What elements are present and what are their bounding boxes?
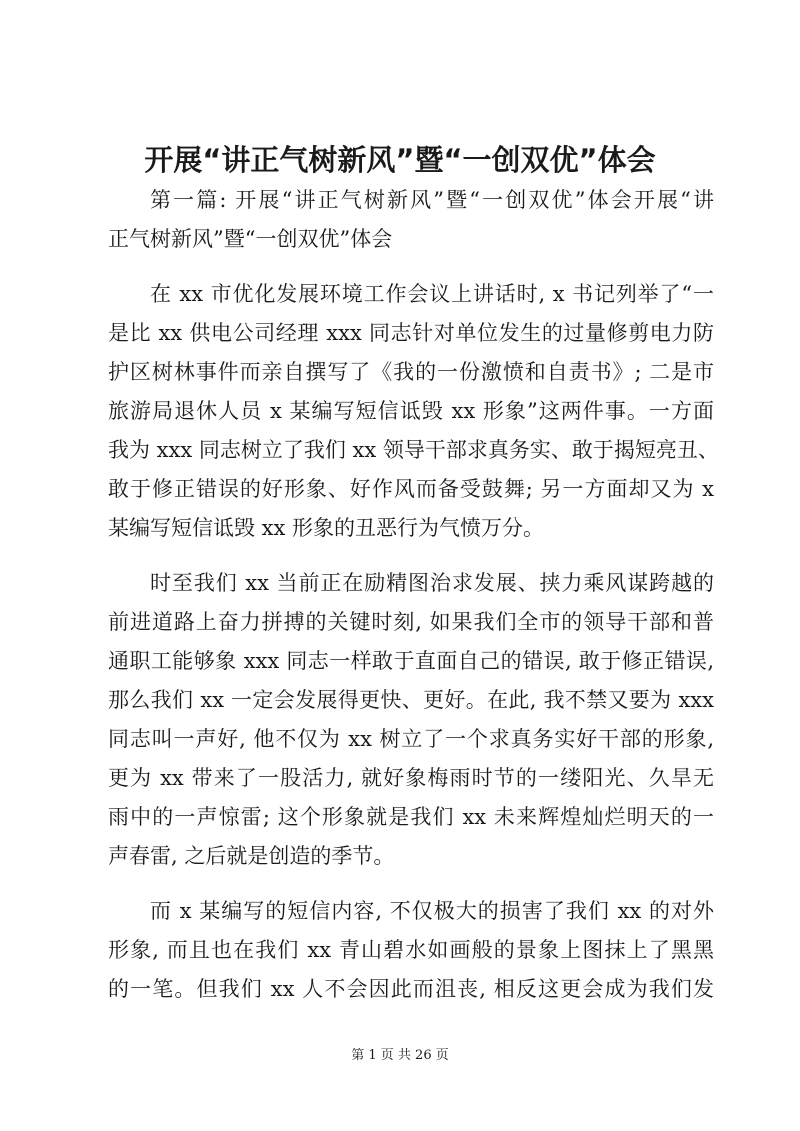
text-line: 那么我们 xx 一定会发展得更快、更好。在此, 我不禁又要为 xxx xyxy=(108,688,714,712)
text-line: 正气树新风”暨“一创双优”体会 xyxy=(108,227,393,251)
text-line: 通职工能够象 xxx 同志一样敢于直面自己的错误, 敢于修正错误, xyxy=(108,649,714,673)
text-line: 我为 xxx 同志树立了我们 xx 领导干部求真务实、敢于揭短亮丑、 xyxy=(108,438,719,462)
paragraph xyxy=(108,275,719,548)
paragraph xyxy=(108,892,714,1009)
paragraph xyxy=(108,181,714,259)
text-line: 同志叫一声好, 他不仅为 xx 树立了一个求真务实好干部的形象, xyxy=(108,727,714,751)
document-title: 开展“讲正气树新风”暨“一创双优”体会 xyxy=(144,143,656,177)
page-number: 第 1 页 共 26 页 xyxy=(351,1048,449,1063)
text-line: 某编写短信诋毁 xx 形象的丑恶行为气愤万分。 xyxy=(108,516,545,540)
text-line: 在 xx 市优化发展环境工作会议上讲话时, x 书记列举了“一 xyxy=(150,282,714,306)
document-body xyxy=(108,181,719,1025)
paragraph xyxy=(108,564,714,876)
text-line: 声春雷, 之后就是创造的季节。 xyxy=(108,844,395,868)
text-line: 前进道路上奋力拼搏的关键时刻, 如果我们全市的领导干部和普 xyxy=(108,610,714,634)
text-line: 的一笔。但我们 xx 人不会因此而沮丧, 相反这更会成为我们发 xyxy=(108,977,714,1001)
text-line: 第一篇: 开展“讲正气树新风”暨“一创双优”体会开展“讲 xyxy=(150,188,714,212)
text-line: 形象, 而且也在我们 xx 青山碧水如画般的景象上图抹上了黑黑 xyxy=(108,938,714,962)
text-line: 而 x 某编写的短信内容, 不仅极大的损害了我们 xx 的对外 xyxy=(150,899,714,923)
text-line: 更为 xx 带来了一股活力, 就好象梅雨时节的一缕阳光、久旱无 xyxy=(108,766,714,790)
text-line: 敢于修正错误的好形象、好作风而备受鼓舞; 另一方面却又为 x xyxy=(108,477,714,501)
text-line: 雨中的一声惊雷; 这个形象就是我们 xx 未来辉煌灿烂明天的一 xyxy=(108,805,714,829)
text-line: 旅游局退休人员 x 某编写短信诋毁 xx 形象”这两件事。一方面 xyxy=(108,399,714,423)
text-line: 时至我们 xx 当前正在励精图治求发展、挟力乘风谋跨越的 xyxy=(150,571,714,595)
text-line: 是比 xx 供电公司经理 xxx 同志针对单位发生的过量修剪电力防 xyxy=(108,321,714,345)
text-line: 护区树林事件而亲自撰写了《我的一份激愤和自责书》; 二是市 xyxy=(108,360,714,384)
